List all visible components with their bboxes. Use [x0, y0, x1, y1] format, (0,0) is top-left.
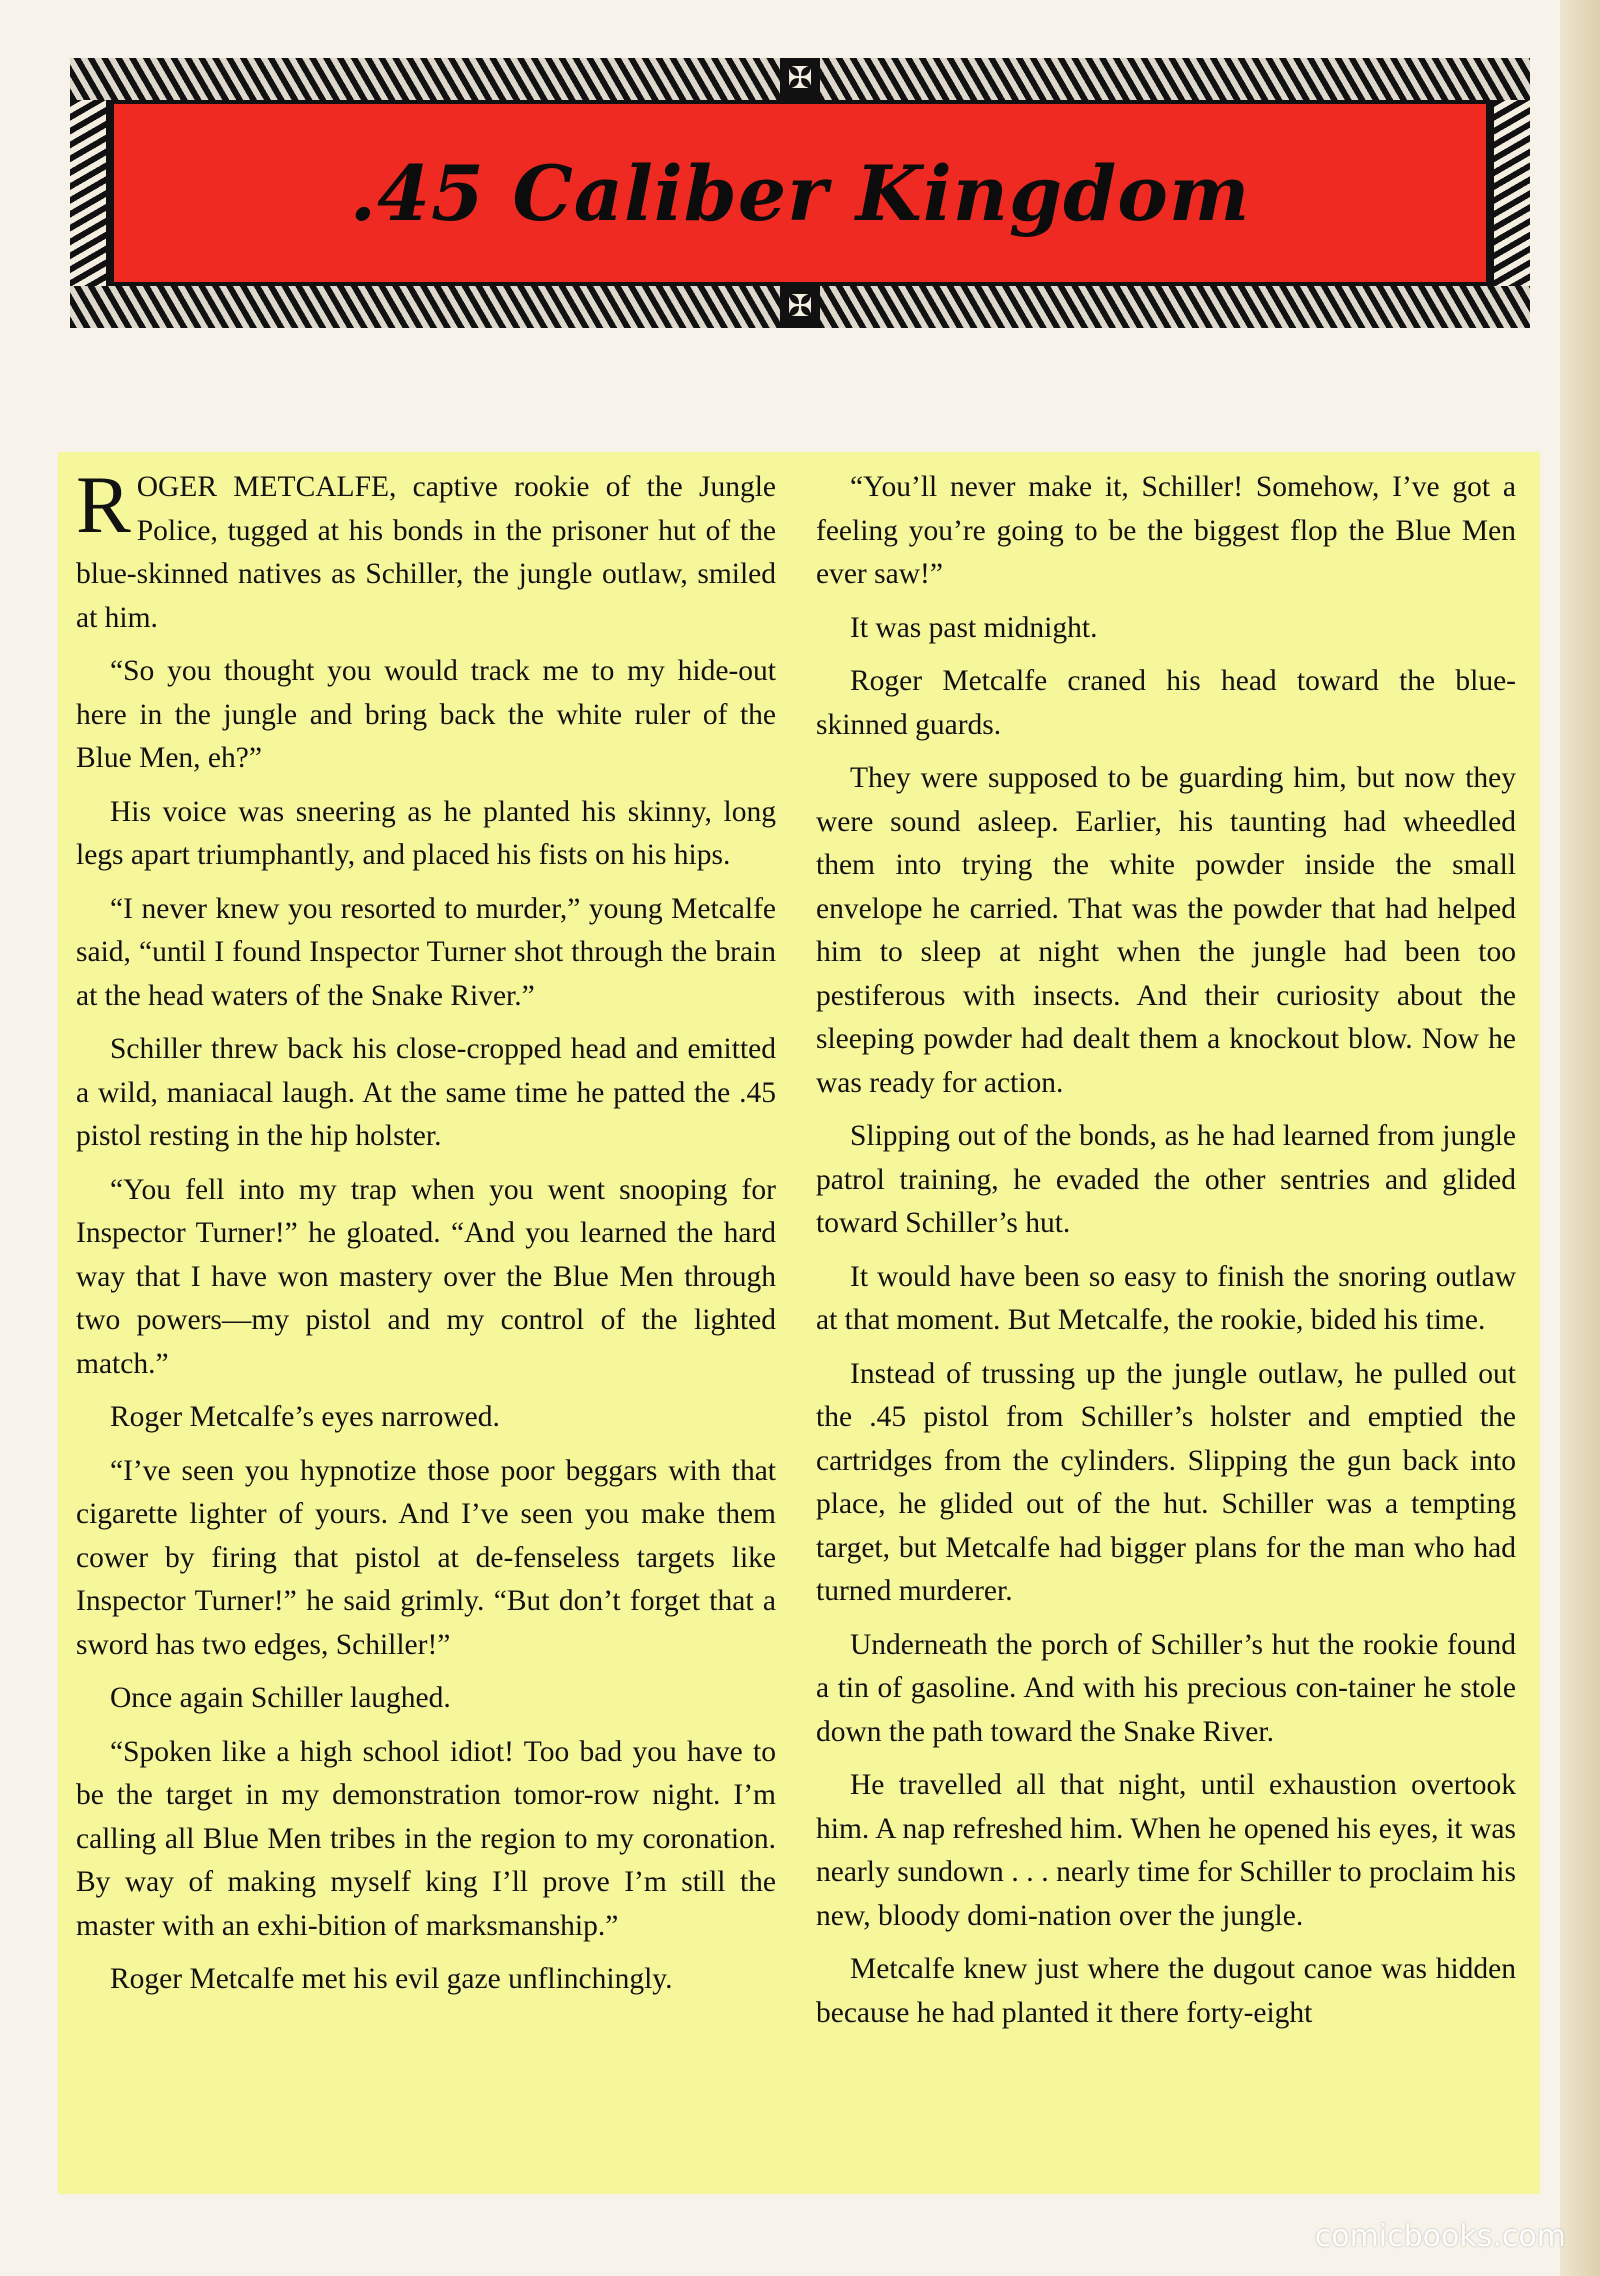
banner-red-field: [114, 104, 1486, 282]
paragraph: Underneath the porch of Schiller’s hut the rookie found a tin of gasoline. And with his precious con-tainer he stole down the path toward the Snake River.: [816, 1628, 1516, 1748]
paragraph: Instead of trussing up the jungle outlaw, he pulled out the .45 pistol from Schiller’s holster and emptied the cartridges from the cylinders. Slipping the gun back into place, he glided out of the hut. Schiller was a tempting target, but Metcalfe had bigger plans for the man who had turned murderer.: [816, 1357, 1516, 1607]
title-banner: [70, 58, 1530, 328]
paragraph: It would have been so easy to finish the snoring outlaw at that moment. But Metcalfe, the rookie, bided his time.: [816, 1260, 1516, 1336]
paragraph: Once again Schiller laughed.: [110, 1682, 451, 1714]
story-panel: [58, 452, 1540, 2194]
paragraph: “I never knew you resorted to murder,” young Metcalfe said, “until I found Inspector Turner shot through the brain at the head waters of the Snake River.”: [76, 892, 776, 1012]
paragraph: “You fell into my trap when you went snooping for Inspector Turner!” he gloated. “And you learned the hard way that I have won mastery over the Blue Men through two powers—my pistol and my control of the lighted match.”: [76, 1173, 776, 1380]
watermark: comicbooks.com: [1314, 2219, 1566, 2254]
page-edge: [1560, 0, 1600, 2276]
paragraph: Schiller threw back his close-cropped head and emitted a wild, maniacal laugh. At the same time he patted the .45 pistol resting in the hip holster.: [76, 1033, 776, 1152]
paragraph: Roger Metcalfe’s eyes narrowed.: [110, 1401, 500, 1433]
paragraph: Metcalfe knew just where the dugout canoe was hidden because he had planted it there forty-eight: [816, 1953, 1516, 2029]
paragraph: Roger Metcalfe met his evil gaze unflinchingly.: [110, 1963, 673, 1995]
paragraph: “Spoken like a high school idiot! Too bad you have to be the target in my demonstration tomor-row night. I’m calling all Blue Men tribes in the region to my coronation. By way of making myself king I’ll prove I’m still the master with an exhi-bition of marksmanship.”: [76, 1735, 776, 1942]
paragraph: They were supposed to be guarding him, but now they were sound asleep. Earlier, his taunting had wheedled them into trying the white powder inside the small envelope he carried. That was the powder that had helped him to sleep at night when the jungle had been too pestiferous with insects. And their curiosity about the sleeping powder had dealt them a knockout blow. Now he was ready for action.: [816, 762, 1516, 1099]
left-column: [76, 459, 776, 2194]
ornament-icon: ✠: [780, 58, 820, 100]
paragraph: Roger Metcalfe craned his head toward the blue-skinned guards.: [816, 665, 1516, 741]
story-title: .45 Caliber Kingdom: [349, 148, 1251, 238]
drop-cap: R: [76, 459, 131, 550]
vine-border-left: [70, 100, 106, 286]
right-column: [816, 466, 1516, 2194]
vine-border-right: [1494, 100, 1530, 286]
paragraph: “You’ll never make it, Schiller! Somehow, I’ve got a feeling you’re going to be the biggest flop the Blue Men ever saw!”: [816, 471, 1516, 590]
paragraph: “I’ve seen you hypnotize those poor beggars with that cigarette lighter of yours. And I’ve seen you make them cower by firing that pistol at de-fenseless targets like Inspector Turner!” he said grimly. “But don’t forget that a sword has two edges, Schiller!”: [76, 1454, 776, 1661]
paragraph: “So you thought you would track me to my hide-out here in the jungle and bring back the white ruler of the Blue Men, eh?”: [76, 655, 776, 774]
paragraph: Slipping out of the bonds, as he had learned from jungle patrol training, he evaded the other sentries and glided toward Schiller’s hut.: [816, 1120, 1516, 1239]
paragraph: He travelled all that night, until exhaustion overtook him. A nap refreshed him. When he opened his eyes, it was nearly sundown . . . nearly time for Schiller to proclaim his new, bloody domi-nation over the jungle.: [816, 1769, 1516, 1932]
paragraph: His voice was sneering as he planted his skinny, long legs apart triumphantly, and placed his fists on his hips.: [76, 795, 776, 871]
paragraph: It was past midnight.: [850, 611, 1098, 644]
ornament-icon: ✠: [780, 286, 820, 328]
paragraph: ROGER METCALFE, captive rookie of the Jungle Police, tugged at his bonds in the prisoner hut of the blue-skinned natives as Schiller, the jungle outlaw, smiled at him.: [76, 459, 776, 634]
